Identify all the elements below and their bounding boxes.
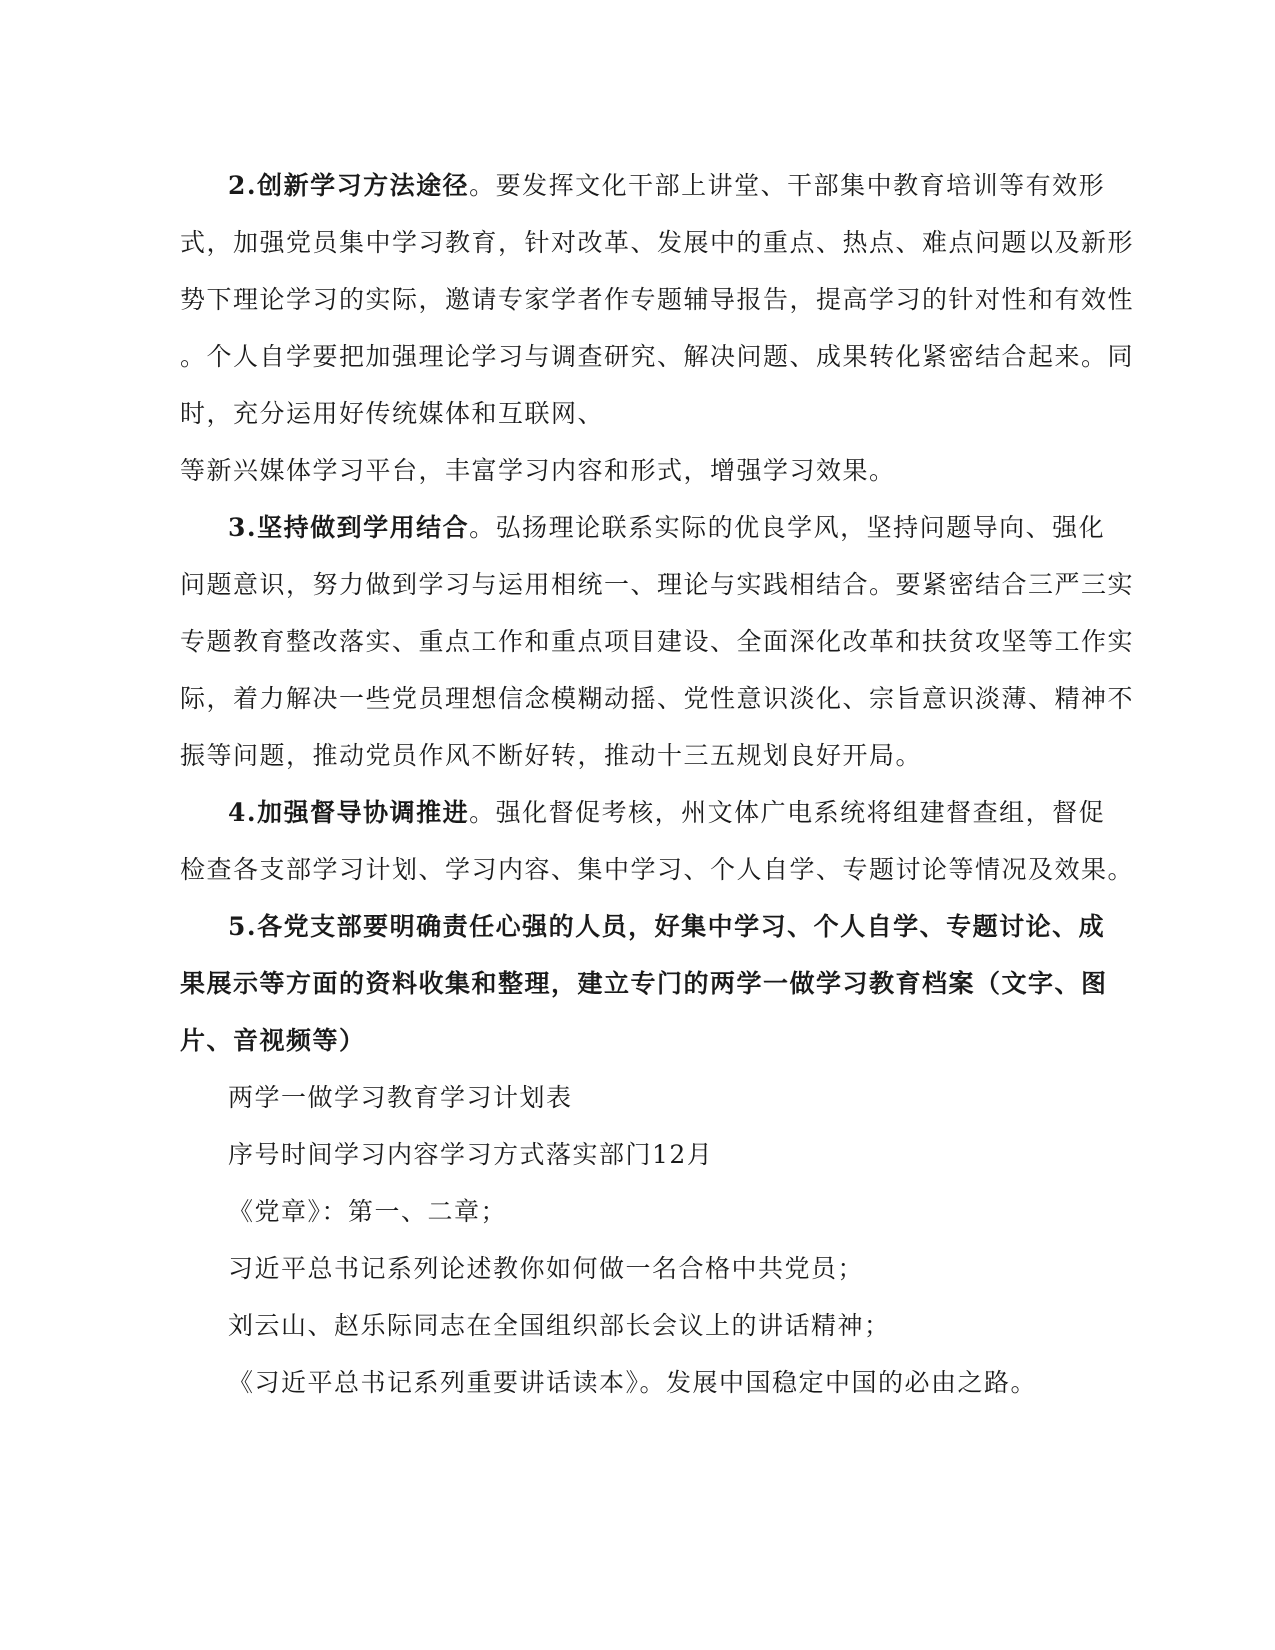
paragraph-3-line-1 (180, 499, 1106, 556)
plan-header: 序号时间学习内容学习方式落实部门12月 (228, 1140, 714, 1169)
paragraph-3-line-5: 振等问题，推动党员作风不断好转，推动十三五规划良好开局。 (180, 741, 923, 770)
paragraph-2-line-3: 势下理论学习的实际，邀请专家学者作专题辅导报告，提高学习的针对性和有效性 (180, 285, 1135, 314)
paragraph-2-line-1 (180, 157, 1106, 214)
paragraph-2-line-5: 时，充分运用好传统媒体和互联网、 (180, 399, 605, 428)
plan-item: 习近平总书记系列论述教你如何做一名合格中共党员； (228, 1254, 865, 1283)
paragraph-3-line-3: 专题教育整改落实、重点工作和重点项目建设、全面深化改革和扶贫攻坚等工作实 (180, 627, 1135, 656)
paragraph-3-heading: 3.坚持做到学用结合 (228, 513, 470, 542)
paragraph-4-heading: 4.加强督导协调推进 (228, 798, 470, 827)
paragraph-3-line-2: 问题意识，努力做到学习与运用相统一、理论与实践相结合。要紧密结合三严三实 (180, 570, 1135, 599)
paragraph-2-line-2: 式，加强党员集中学习教育，针对改革、发展中的重点、热点、难点问题以及新形 (180, 228, 1135, 257)
paragraph-4-line-2: 检查各支部学习计划、学习内容、集中学习、个人自学、专题讨论等情况及效果。 (180, 855, 1135, 884)
plan-item: 《党章》：第一、二章； (228, 1197, 508, 1226)
paragraph-5-line-2: 果展示等方面的资料收集和整理，建立专门的两学一做学习教育档案（文字、图 (180, 969, 1108, 998)
plan-title: 两学一做学习教育学习计划表 (228, 1083, 573, 1112)
paragraph-2-heading: 2.创新学习方法途径 (228, 171, 470, 200)
plan-item: 《习近平总书记系列重要讲话读本》。发展中国稳定中国的必由之路。 (228, 1368, 1038, 1397)
plan-item: 刘云山、赵乐际同志在全国组织部长会议上的讲话精神； (228, 1311, 891, 1340)
paragraph-4-text: 。强化督促考核，州文体广电系统将组建督查组，督促 (469, 798, 1106, 827)
document-page (180, 157, 1135, 1411)
paragraph-5-line-3: 片、音视频等） (180, 1026, 366, 1055)
paragraph-3-line-4: 际，着力解决一些党员理想信念模糊动摇、党性意识淡化、宗旨意识淡薄、精神不 (180, 684, 1135, 713)
paragraph-5-line-1: 5.各党支部要明确责任心强的人员，好集中学习、个人自学、专题讨论、成 (228, 912, 1106, 941)
paragraph-4-line-1 (180, 784, 1106, 841)
paragraph-3-text: 。弘扬理论联系实际的优良学风，坚持问题导向、强化 (469, 513, 1106, 542)
paragraph-2-line-6: 等新兴媒体学习平台，丰富学习内容和形式，增强学习效果。 (180, 456, 896, 485)
paragraph-2-text: 。要发挥文化干部上讲堂、干部集中教育培训等有效形 (469, 171, 1106, 200)
paragraph-2-line-4: 。个人自学要把加强理论学习与调查研究、解决问题、成果转化紧密结合起来。同 (180, 342, 1135, 371)
